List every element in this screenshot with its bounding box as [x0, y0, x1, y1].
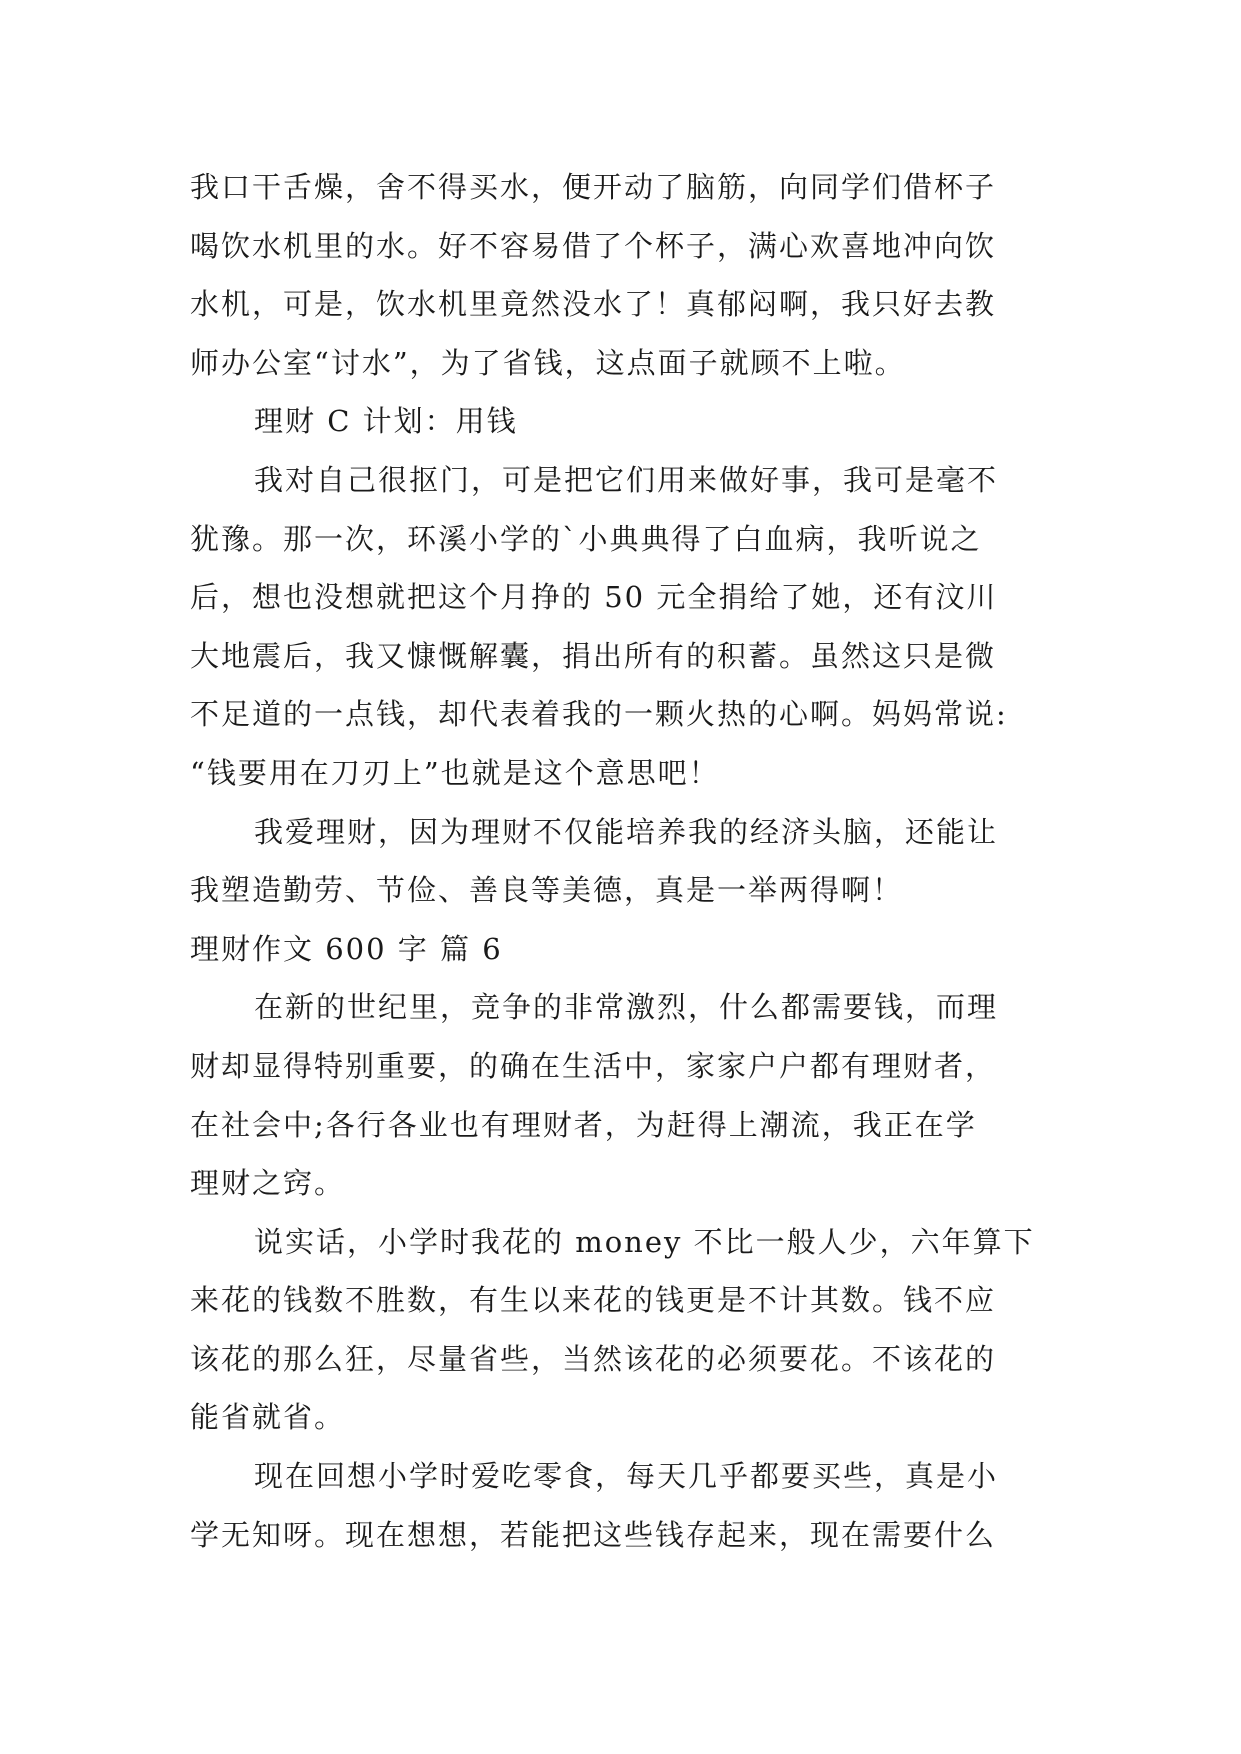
text-line: 财却显得特别重要，的确在生活中，家家户户都有理财者，	[190, 1048, 997, 1083]
text-line: 说实话，小学时我花的 money 不比一般人少，六年算下	[254, 1224, 1035, 1259]
text-line: 我对自己很抠门，可是把它们用来做好事，我可是毫不	[254, 462, 999, 497]
text-line: 后，想也没想就把这个月挣的 50 元全捐给了她，还有汶川	[190, 580, 998, 615]
text-line: 不足道的一点钱，却代表着我的一颗火热的心啊。妈妈常说:	[190, 697, 1008, 732]
text-line: 该花的那么狂，尽量省些，当然该花的必须要花。不该花的	[190, 1341, 997, 1376]
text-line: 我塑造勤劳、节俭、善良等美德，真是一举两得啊！	[190, 873, 904, 908]
text-line: 理财之窍。	[190, 1166, 346, 1201]
text-line: 学无知呀。现在想想，若能把这些钱存起来，现在需要什么	[190, 1517, 997, 1552]
text-line: 在新的世纪里，竞争的非常激烈，什么都需要钱，而理	[254, 990, 999, 1025]
text-line: 能省就省。	[190, 1400, 346, 1435]
section-heading: 理财 C 计划：用钱	[254, 404, 518, 439]
article-title: 理财作文 600 字 篇 6	[190, 931, 503, 966]
text-line: “钱要用在刀刃上”也就是这个意思吧！	[190, 755, 720, 790]
text-line: 我爱理财，因为理财不仅能培养我的经济头脑，还能让	[254, 814, 999, 849]
text-line: 来花的钱数不胜数，有生以来花的钱更是不计其数。钱不应	[190, 1283, 997, 1318]
document-page	[190, 158, 1060, 1564]
text-line: 水机，可是，饮水机里竟然没水了！真郁闷啊，我只好去教	[190, 287, 997, 322]
text-line: 喝饮水机里的水。好不容易借了个杯子，满心欢喜地冲向饮	[190, 228, 997, 263]
text-line: 师办公室“讨水”，为了省钱，这点面子就顾不上啦。	[190, 345, 906, 380]
text-line: 我口干舌燥，舍不得买水，便开动了脑筋，向同学们借杯子	[190, 170, 997, 204]
text-line: 大地震后，我又慷慨解囊，捐出所有的积蓄。虽然这只是微	[190, 638, 997, 673]
text-line: 犹豫。那一次，环溪小学的`小典典得了白血病，我听说之	[190, 521, 982, 556]
text-line: 现在回想小学时爱吃零食，每天几乎都要买些，真是小	[254, 1459, 999, 1494]
text-line: 在社会中;各行各业也有理财者，为赶得上潮流，我正在学	[190, 1107, 977, 1142]
